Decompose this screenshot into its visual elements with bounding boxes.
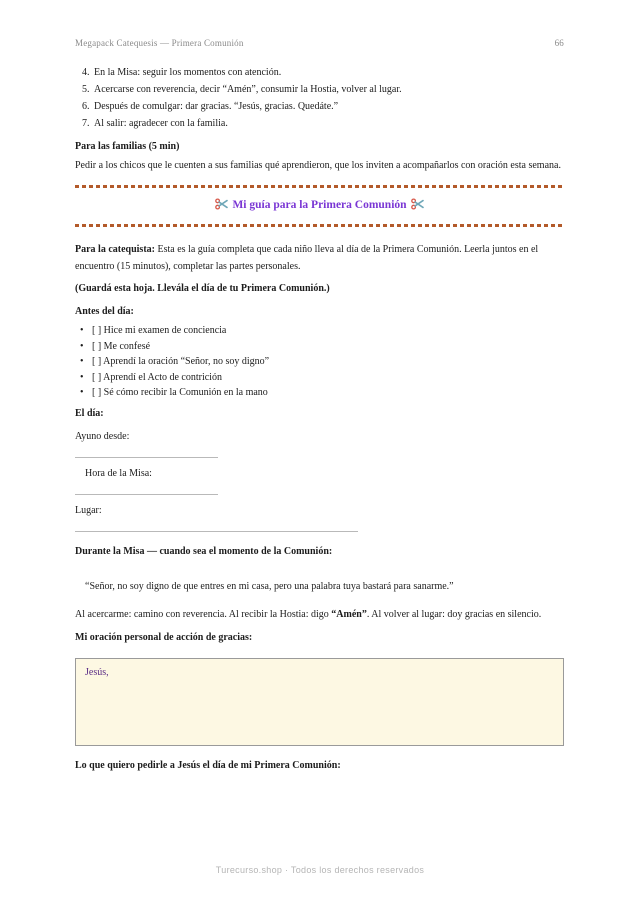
families-heading: Para las familias (5 min)	[75, 141, 180, 152]
field-label-ayuno: Ayuno desde:	[75, 430, 130, 442]
fill-in-line	[75, 494, 218, 495]
list-item: 4. En la Misa: seguir los momentos con atención.	[92, 64, 564, 81]
ask-jesus-heading: Lo que quiero pedirle a Jesús el día de mi Primera Comunión:	[75, 759, 341, 771]
scissors-icon	[215, 198, 228, 210]
cutout-title-row	[75, 198, 564, 213]
list-item: 7. Al salir: agradecer con la familia.	[92, 115, 564, 132]
fill-in-line	[75, 531, 358, 532]
keep-note: (Guardá esta hoja. Llevála el día de tu Primera Comunión.)	[75, 283, 330, 294]
checklist-item: • [ ] Hice mi examen de conciencia	[75, 323, 564, 339]
dashed-divider	[75, 224, 564, 227]
catechist-note-lead: Para la catequista:	[75, 244, 155, 255]
day-heading: El día:	[75, 407, 104, 419]
communion-quote: “Señor, no soy digno de que entres en mi casa, pero una palabra tuya bastará para sanarme.”	[85, 580, 454, 592]
mass-steps-list	[75, 64, 564, 132]
checklist-item: • [ ] Aprendí la oración “Señor, no soy digno”	[75, 354, 564, 370]
catechist-note	[75, 241, 564, 275]
page-number: 66	[554, 38, 564, 48]
fill-in-line	[75, 457, 218, 458]
document-title: Megapack Catequesis — Primera Comunión	[75, 38, 244, 48]
checklist-item: • [ ] Me confesé	[75, 339, 564, 355]
list-item: 6. Después de comulgar: dar gracias. “Jesús, gracias. Quedáte.”	[92, 98, 564, 115]
checklist-item: • [ ] Aprendí el Acto de contrición	[75, 370, 564, 386]
before-day-heading: Antes del día:	[75, 306, 134, 317]
prayer-heading: Mi oración personal de acción de gracias:	[75, 631, 253, 643]
field-label-hora: Hora de la Misa:	[85, 467, 152, 479]
list-item: 5. Acercarse con reverencia, decir “Amén”, consumir la Hostia, volver al lugar.	[92, 81, 564, 98]
before-day-checklist	[75, 323, 564, 401]
checklist-item: • [ ] Sé cómo recibir la Comunión en la mano	[75, 385, 564, 401]
prayer-writing-box	[75, 658, 564, 746]
prayer-box-text: Jesús,	[85, 666, 109, 678]
families-paragraph: Pedir a los chicos que le cuenten a sus familias qué aprendieron, que los inviten a acompañarlos con oración esta semana.	[75, 160, 561, 171]
approach-text-after: . Al volver al lugar: doy gracias en silencio.	[366, 608, 542, 620]
approach-paragraph	[75, 606, 564, 623]
scissors-icon	[411, 198, 424, 210]
catechist-note-body: Esta es la guía completa que cada niño lleva al día de la Primera Comunión. Leerla juntos en el encuentro (15 minutos), completar las partes personales.	[75, 244, 539, 272]
page-header	[75, 38, 564, 48]
during-mass-heading: Durante la Misa — cuando sea el momento de la Comunión:	[75, 545, 333, 557]
approach-text-bold: “Amén”	[331, 608, 367, 620]
approach-text-before: Al acercarme: camino con reverencia. Al recibir la Hostia: digo	[75, 608, 332, 620]
cutout-title: Mi guía para la Primera Comunión	[232, 199, 407, 211]
dashed-divider	[75, 185, 564, 188]
page-footer: Turecurso.shop · Todos los derechos reservados	[215, 865, 425, 875]
field-label-lugar: Lugar:	[75, 504, 102, 516]
